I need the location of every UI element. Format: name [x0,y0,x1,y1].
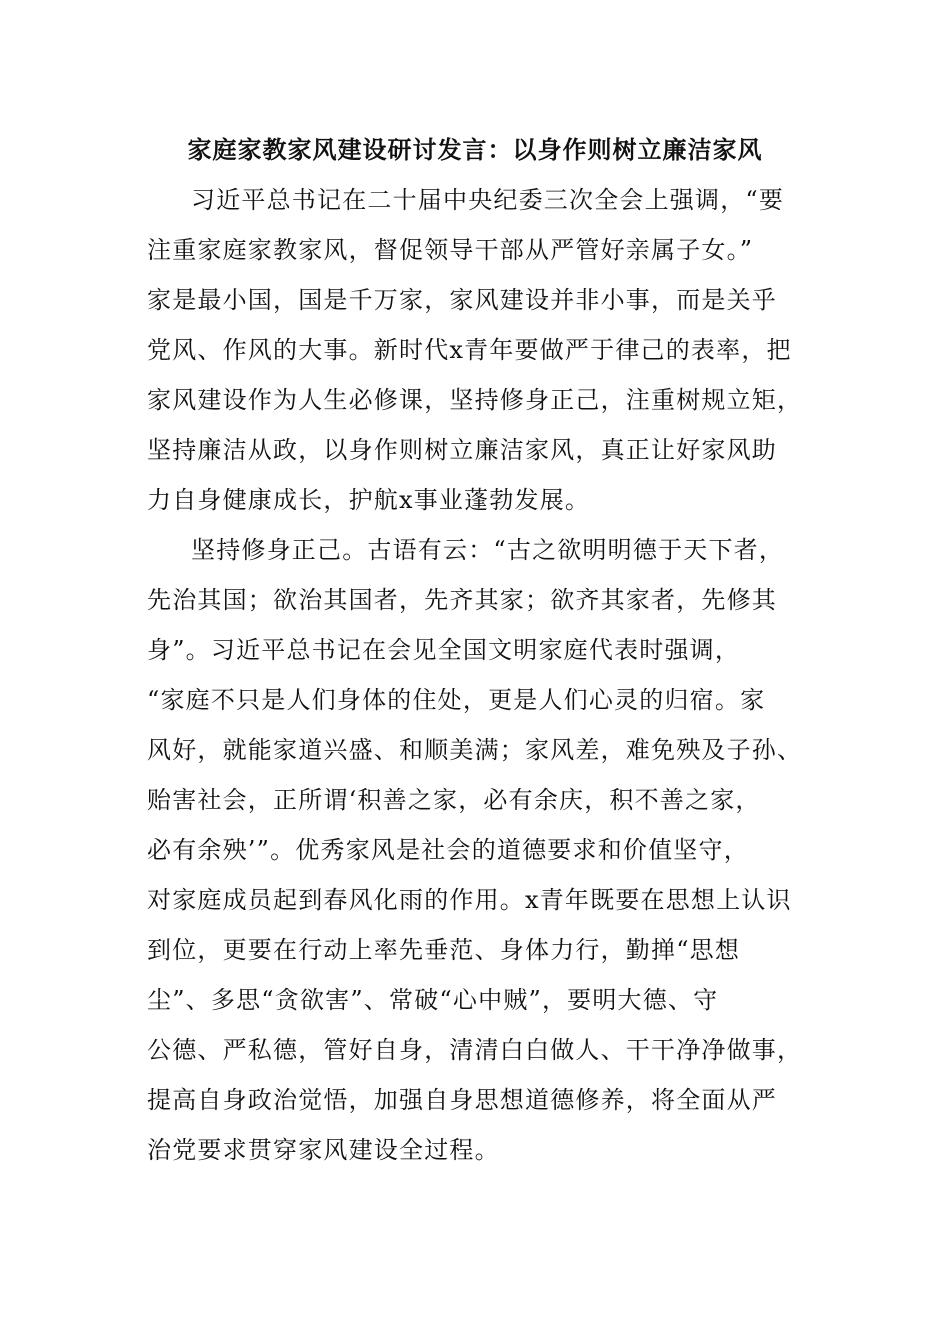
text-line: 坚持修身正己。古语有云：“古之欲明明德于天下者， [191,536,785,564]
paragraph-intro [147,175,807,525]
text-line: 身”。习近平总书记在会见全国文明家庭代表时强调， [147,636,741,664]
text-line: 注重家庭家教家风，督促领导干部从严管好亲属子女。” [147,236,754,264]
text-line: 先治其国；欲治其国者，先齐其家；欲齐其家者，先修其 [147,586,777,614]
text-line: 公德、严私德，管好自身，清清白白做人、干干净净做事， [147,1036,803,1064]
text-line: 坚持廉洁从政，以身作则树立廉洁家风，真正让好家风助 [147,436,777,464]
text-line: 尘”、多思“贪欲害”、常破“心中贼”，要明大德、守 [147,986,719,1014]
text-line: 对家庭成员起到春风化雨的作用。x青年既要在思想上认识 [147,886,792,914]
text-line: 家风建设作为人生必修课，坚持修身正己，注重树规立矩， [147,386,803,414]
document-title: 家庭家教家风建设研讨发言：以身作则树立廉洁家风 [187,135,763,164]
text-line: 提高自身政治觉悟，加强自身思想道德修养，将全面从严 [147,1086,777,1114]
text-line: 到位，更要在行动上率先垂范、身体力行，勤掸“思想 [147,936,741,964]
text-line: 必有余殃’”。优秀家风是社会的道德要求和价值坚守， [147,836,749,864]
text-line: 力自身健康成长，护航x事业蓬勃发展。 [147,486,591,514]
text-line: 习近平总书记在二十届中央纪委三次全会上强调，“要 [191,186,785,214]
text-line: 风好，就能家道兴盛、和顺美满；家风差，难免殃及子孙、 [147,736,803,764]
text-line: 贻害社会，正所谓‘积善之家，必有余庆，积不善之家， [147,786,761,814]
text-line: 家是最小国，国是千万家，家风建设并非小事，而是关乎 [147,286,777,314]
text-line: “家庭不只是人们身体的住处，更是人们心灵的归宿。家 [147,686,766,714]
paragraph-self-cultivation [147,525,807,1175]
text-line: 治党要求贯穿家风建设全过程。 [147,1136,500,1164]
text-line: 党风、作风的大事。新时代x青年要做严于律己的表率，把 [147,336,792,364]
